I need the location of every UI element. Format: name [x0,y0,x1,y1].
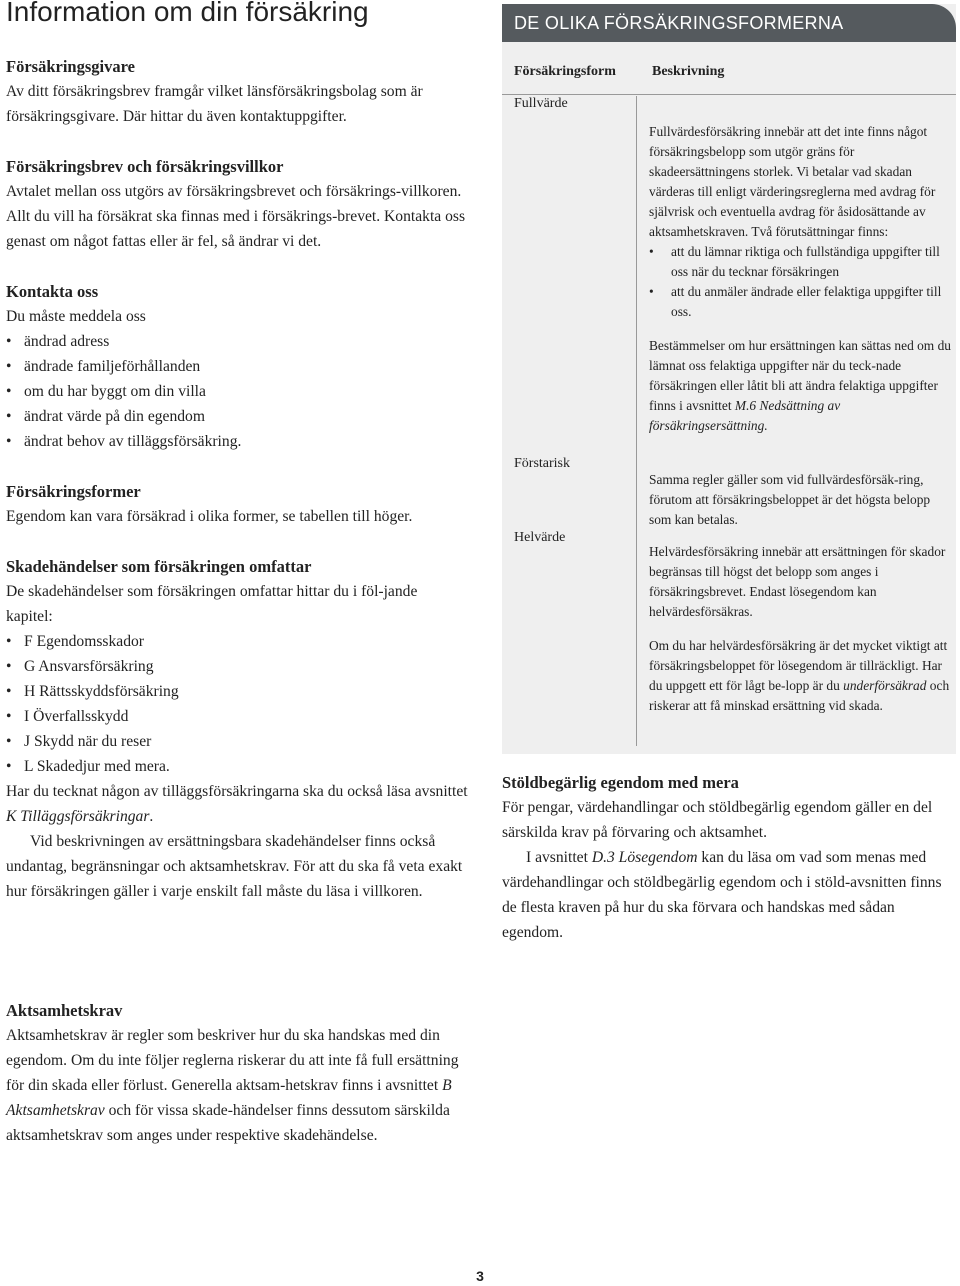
letter-terms-heading: Försäkringsbrev och försäkringsvillkor [6,157,284,176]
list-item: • ändrade familjeförhållanden [6,354,468,379]
form-name-helvarde: Helvärde [514,530,566,545]
letter-terms-body: Avtalet mellan oss utgörs av försäkringsbrevet och försäkrings-villkoren. Allt du vill ha försäkrat ska finnas med i försäkrings-brevet. Kontakta oss genast om något fattas eller är fel, så ändrar vi det. [6,183,466,250]
contact-list [6,329,468,454]
insurer-body: Av ditt försäkringsbrev framgår vilket länsförsäkringsbolag som är försäkringsgivare. Där hittar du även kontaktuppgifter. [6,83,423,125]
desc-fullvarde-p2 [649,336,955,436]
theft-p2-end: kan du läsa om vad som menas med värdehandlingar och stöldbegärlig egendom och i stöld-avsnitten finns de flesta kraven på hur du ska förvara och handskas med sådan egendom. [502,849,942,941]
list-item: • F Egendomsskador [6,629,468,654]
desc-helvarde-p2-end: och riskerar att få minskad ersättning vid skada. [649,678,950,713]
column-header-form: Försäkringsform [514,64,616,79]
care-text-end: och för vissa skade-händelser finns dessutom särskilda aktsamhetskrav som anges under respektive skadehändelse. [6,1102,450,1144]
column-header-description: Beskrivning [652,64,725,79]
desc-fullvarde-list [649,242,955,322]
desc-forstarisk-p: Samma regler gäller som vid fullvärdesförsäk-ring, förutom att försäkringsbeloppet är det högsta belopp som kan betalas. [649,472,931,527]
forms-heading: Försäkringsformer [6,482,141,501]
events-para2: Vid beskrivningen av ersättningsbara skadehändelser finns också undantag, begränsningar och aktsamhetskrav. För att du ska få veta exakt hur försäkringen gäller i varje enskilt fall måste du läsa i villkoren. [6,833,463,900]
desc-fullvarde-p2-text: Bestämmelser om hur ersättningen kan sättas ned om du lämnat oss felaktiga uppgifter när du teck-nade försäkringen eller låtit bli att ändra felaktiga uppgifter finns i avsnittet [649,338,951,413]
events-extra-end: . [149,808,154,825]
list-item: • att du anmäler ändrade eller felaktiga uppgifter till oss. [649,282,955,322]
page-title: Information om din försäkring [6,0,369,27]
events-heading: Skadehändelser som försäkringen omfattar [6,557,312,576]
care-ref: B Aktsamhetskrav [6,1077,452,1119]
events-section [6,554,468,904]
contact-intro: Du måste meddela oss [6,308,146,325]
contact-section [6,279,468,454]
care-section [6,998,462,1148]
care-text: Aktsamhetskrav är regler som beskriver hur du ska handskas med din egendom. Om du inte följer reglerna riskerar du att inte få full ersättning för din skada eller förlust. Generella aktsam-hetskrav finns i avsnittet [6,1027,459,1094]
forms-section [6,479,468,529]
panel-title: DE OLIKA FÖRSÄKRINGSFORMERNA [502,4,956,42]
forms-body: Egendom kan vara försäkrad i olika former, se tabellen till höger. [6,508,413,525]
desc-forstarisk [649,470,955,530]
care-heading: Aktsamhetskrav [6,1001,123,1020]
list-item: • att du lämnar riktiga och fullständiga uppgifter till oss när du tecknar försäkringen [649,242,955,282]
theft-p2-ref: D.3 Lösegendom [591,849,698,866]
desc-fullvarde-p2-ref: M.6 Nedsättning av försäkringsersättning. [649,398,841,433]
left-column [6,54,468,904]
desc-helvarde-p2-text: Om du har helvärdesförsäkring är det mycket viktigt att försäkringsbeloppet för lösegendom är tillräckligt. Har du uppgett ett för lågt be-lopp är du [649,638,948,693]
events-intro: De skadehändelser som försäkringen omfattar hittar du i föl-jande kapitel: [6,583,418,625]
page-number: 3 [476,1268,484,1284]
list-item: • om du har byggt om din villa [6,379,468,404]
insurer-section [6,54,468,129]
desc-helvarde-p2 [649,636,955,716]
theft-heading: Stöldbegärlig egendom med mera [502,773,739,792]
header-divider [502,94,956,95]
list-item: • L Skadedjur med mera. [6,754,468,779]
theft-p1: För pengar, värdehandlingar och stöldbegärlig egendom gäller en del särskilda krav på förvaring och aktsamhet. [502,799,933,841]
care-body [6,1023,462,1148]
form-name-fullvarde: Fullvärde [514,96,568,111]
theft-section [502,770,952,945]
theft-p2 [502,845,952,945]
list-item: • H Rättsskyddsförsäkring [6,679,468,704]
desc-helvarde-p1: Helvärdesförsäkring innebär att ersättningen för skador begränsas till högst det belopp som anges i försäkringsbrevet. Endast lösegendom kan helvärdesförsäkras. [649,544,946,619]
letter-terms-section [6,154,468,254]
events-list [6,629,468,779]
insurer-heading: Försäkringsgivare [6,57,135,76]
desc-helvarde-p2-em: underförsäkrad [843,678,927,693]
insurance-forms-panel [502,4,956,754]
list-item: • ändrat värde på din egendom [6,404,468,429]
desc-fullvarde-p1: Fullvärdesförsäkring innebär att det inte finns något försäkringsbelopp som utgör gräns för skadeersättningens storlek. Vi betalar vad skadan värderas till enligt värderingsreglerna med avdrag för självrisk och eventuella avdrag för åsidosättande av aktsamhetskraven. Två förutsättningar finns: [649,124,936,239]
list-item: • ändrad adress [6,329,468,354]
theft-p2-text: I avsnittet [526,849,592,866]
desc-helvarde [649,542,955,716]
events-extra-text: Har du tecknat någon av tilläggsförsäkringarna ska du också läsa avsnittet [6,783,468,800]
form-name-forstarisk: Förstarisk [514,456,570,471]
column-divider [636,96,637,746]
list-item: • G Ansvarsförsäkring [6,654,468,679]
list-item: • ändrat behov av tilläggsförsäkring. [6,429,468,454]
events-extra [6,779,468,829]
events-extra-ref: K Tilläggsförsäkringar [6,808,150,825]
list-item: • J Skydd när du reser [6,729,468,754]
list-item: • I Överfallsskydd [6,704,468,729]
contact-heading: Kontakta oss [6,282,99,301]
desc-fullvarde [649,122,955,436]
